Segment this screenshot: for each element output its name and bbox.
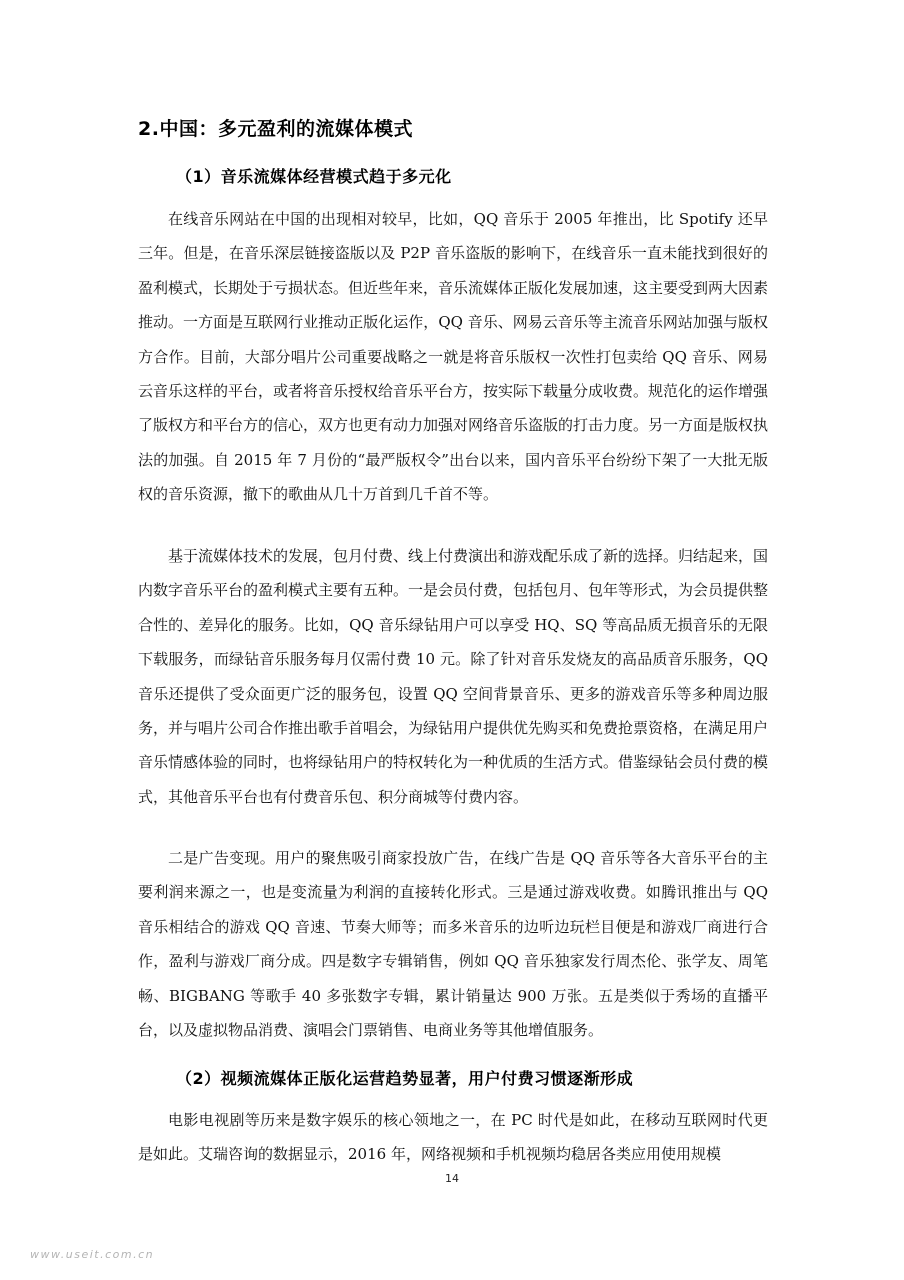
site-watermark: www.useit.com.cn xyxy=(30,1248,155,1261)
body-paragraph: 电影电视剧等历来是数字娱乐的核心领地之一，在 PC 时代是如此，在移动互联网时代更是如此。艾瑞咨询的数据显示，2016 年，网络视频和手机视频均稳居各类应用使用规模 xyxy=(138,1111,768,1164)
body-paragraph: 基于流媒体技术的发展，包月付费、线上付费演出和游戏配乐成了新的选择。归结起来，国内数字音乐平台的盈利模式主要有五种。一是会员付费，包括包月、包年等形式，为会员提供整合性的、差异化的服务。比如，QQ 音乐绿钻用户可以享受 HQ、SQ 等高品质无损音乐的无限下载服务，而绿钻音乐服务每月仅需付费 10 元。除了针对音乐发烧友的高品质音乐服务，QQ 音乐还提供了受众面更广泛的服务包，设置 QQ 空间背景音乐、更多的游戏音乐等多种周边服务，并与唱片公司合作推出歌手首唱会，为绿钻用户提供优先购买和免费抢票资格，在满足用户音乐情感体验的同时，也将绿钻用户的特权转化为一种优质的生活方式。借鉴绿钻会员付费的模式，其他音乐平台也有付费音乐包、积分商城等付费内容。 xyxy=(138,547,769,806)
section-heading: 2.中国：多元盈利的流媒体模式 xyxy=(138,118,413,140)
body-paragraph: 二是广告变现。用户的聚焦吸引商家投放广告，在线广告是 QQ 音乐等各大音乐平台的主要利润来源之一，也是变流量为利润的直接转化形式。三是通过游戏收费。如腾讯推出与 QQ 音乐相结合的游戏 QQ 音速、节奏大师等；而多米音乐的边听边玩栏目便是和游戏厂商进行合作，盈利与游戏厂商分成。四是数字专辑销售，例如 QQ 音乐独家发行周杰伦、张学友、周笔畅、BIGBANG 等歌手 40 多张数字专辑，累计销量达 900 万张。五是类似于秀场的直播平台，以及虚拟物品消费、演唱会门票销售、电商业务等其他增值服务。 xyxy=(138,849,768,1040)
subsection-heading-music: （1）音乐流媒体经营模式趋于多元化 xyxy=(176,167,452,186)
subsection-heading-video: （2）视频流媒体正版化运营趋势显著，用户付费习惯逐渐形成 xyxy=(176,1069,634,1088)
body-paragraph: 在线音乐网站在中国的出现相对较早，比如，QQ 音乐于 2005 年推出，比 Spotify 还早三年。但是，在音乐深层链接盗版以及 P2P 音乐盗版的影响下，在线音乐一直未能找到很好的盈利模式，长期处于亏损状态。但近些年来，音乐流媒体正版化发展加速，这主要受到两大因素推动。一方面是互联网行业推动正版化运作，QQ 音乐、网易云音乐等主流音乐网站加强与版权方合作。目前，大部分唱片公司重要战略之一就是将音乐版权一次性打包卖给 QQ 音乐、网易云音乐这样的平台，或者将音乐授权给音乐平台方，按实际下载量分成收费。规范化的运作增强了版权方和平台方的信心，双方也更有动力加强对网络音乐盗版的打击力度。另一方面是版权执法的加强。自 2015 年 7 月份的“最严版权令”出台以来，国内音乐平台纷纷下架了一大批无版权的音乐资源，撤下的歌曲从几十万首到几千首不等。 xyxy=(138,210,769,504)
page-number: 14 xyxy=(445,1172,459,1185)
